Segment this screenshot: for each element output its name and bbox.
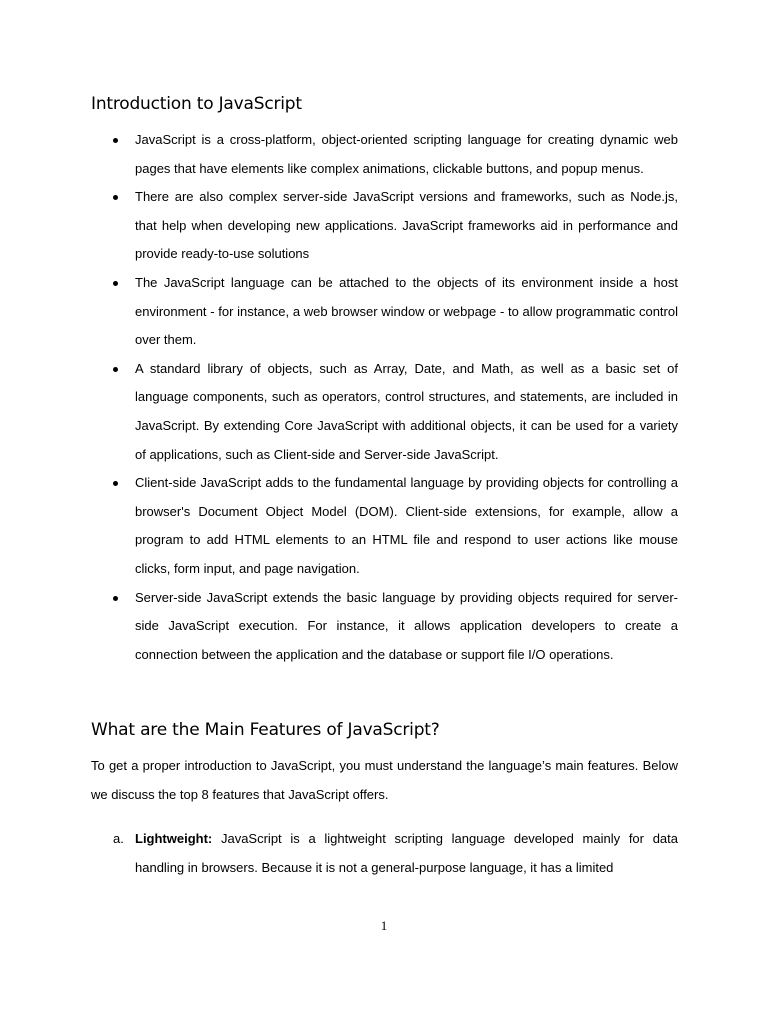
feature-term: Lightweight: <box>135 831 213 846</box>
bullet-text: There are also complex server-side JavaScript versions and frameworks, such as Node.js, that help when developing new applications. JavaScript frameworks aid in performance and provide ready-to-use solutions <box>135 189 678 262</box>
bullet-text: JavaScript is a cross-platform, object-oriented scripting language for creating dynamic web pages that have elements like complex animations, clickable buttons, and popup menus. <box>135 132 678 176</box>
bullet-icon <box>113 481 118 486</box>
features-intro-paragraph: To get a proper introduction to JavaScript, you must understand the language’s main features. Below we discuss the top 8 features that JavaScript offers. <box>91 758 678 802</box>
section-heading-main-features: What are the Main Features of JavaScript? <box>91 720 440 740</box>
bullet-icon <box>113 281 118 286</box>
bullet-item <box>0 469 678 583</box>
bullet-text: The JavaScript language can be attached to the objects of its environment inside a host environment - for instance, a web browser window or webpage - to allow programmatic control over them. <box>135 274 678 348</box>
feature-description: JavaScript is a lightweight scripting language developed mainly for data handling in browsers. Because it is not a general-purpose language, it has a limited <box>135 831 678 875</box>
bullet-item <box>0 126 678 183</box>
bullet-item <box>0 355 678 469</box>
feature-text <box>135 825 678 882</box>
bullet-icon <box>113 138 118 143</box>
bullet-item <box>0 183 678 269</box>
bullet-text: A standard library of objects, such as Array, Date, and Math, as well as a basic set of language components, such as operators, control structures, and statements, are included in JavaScript. By extending Core JavaScript with additional objects, it can be used for a variety of applications, such as Client-side and Server-side JavaScript. <box>135 360 678 462</box>
section-heading-introduction: Introduction to JavaScript <box>91 94 302 114</box>
bullet-item <box>0 269 678 355</box>
bullet-icon <box>113 367 118 372</box>
bullet-icon <box>113 596 118 601</box>
bullet-icon <box>113 195 118 200</box>
bullet-text: Server-side JavaScript extends the basic language by providing objects required for server-side JavaScript execution. For instance, it allows application developers to create a connection between the application and the database or support file I/O operations. <box>135 589 678 662</box>
bullet-text: Client-side JavaScript adds to the fundamental language by providing objects for controlling a browser's Document Object Model (DOM). Client-side extensions, for example, allow a program to add HTML elements to an HTML file and respond to user actions like mouse clicks, form input, and page navigation. <box>135 475 678 576</box>
introduction-bullet-list <box>0 126 768 669</box>
list-marker: a. <box>113 831 124 846</box>
bullet-item <box>0 584 678 670</box>
page-number: 1 <box>380 918 388 933</box>
